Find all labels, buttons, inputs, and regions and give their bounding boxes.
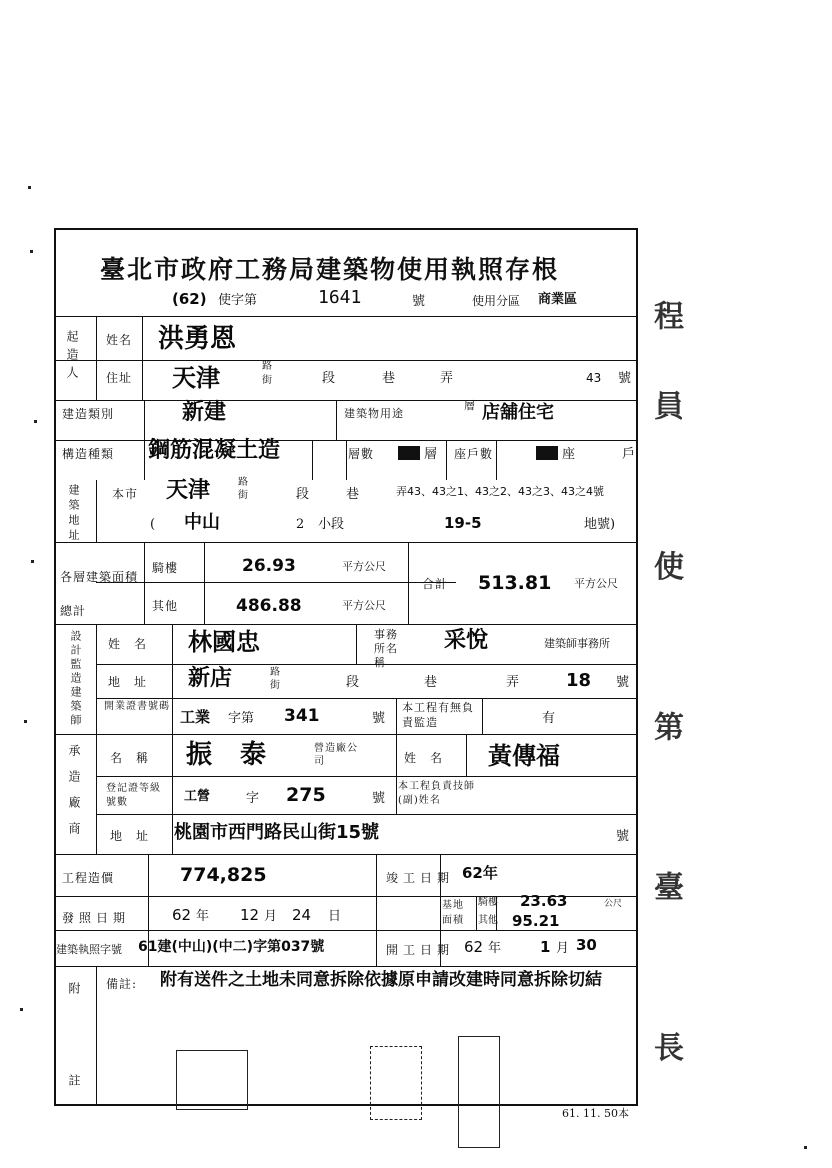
applicant-alley-word: 弄 bbox=[440, 371, 454, 386]
designer-address-label: 地址 bbox=[108, 675, 161, 689]
designer-reg-number: 341 bbox=[284, 706, 320, 726]
arcade-unit: 平方公尺 bbox=[342, 560, 386, 573]
issue-year: 62 bbox=[172, 906, 192, 924]
designer-office-label: 事務所名稱 bbox=[374, 628, 398, 669]
issue-day-word: 日 bbox=[328, 909, 342, 924]
license-number: 1641 bbox=[318, 287, 362, 308]
site-lot-number: 19-5 bbox=[444, 514, 482, 532]
issue-month: 12 bbox=[240, 906, 260, 924]
site-road-label: 路 bbox=[238, 477, 248, 488]
other-value: 486.88 bbox=[236, 596, 302, 616]
site-subsection: 小段 bbox=[318, 517, 345, 532]
use-label: 建築物用途 bbox=[344, 407, 404, 420]
applicant-section-word: 段 bbox=[322, 371, 336, 386]
applicant-number-word: 號 bbox=[618, 371, 632, 386]
units-label: 座戶數 bbox=[454, 447, 494, 461]
contractor-name: 振泰 bbox=[186, 740, 295, 770]
designer-section-label: 設計監造建築師 bbox=[69, 630, 82, 728]
designer-number: 18 bbox=[566, 670, 592, 691]
floor-area-label: 各層建築面積總計 bbox=[60, 570, 139, 618]
designer-alley-word: 弄 bbox=[506, 675, 520, 690]
designer-number-word: 號 bbox=[616, 675, 630, 690]
notes-section-label: 附註 bbox=[67, 982, 81, 1166]
issue-year-word: 年 bbox=[196, 909, 210, 924]
floors-unit: 層 bbox=[424, 447, 438, 462]
designer-name-label: 姓名 bbox=[108, 637, 161, 651]
cost-label: 工程造價 bbox=[62, 871, 115, 885]
total-label: 合計 bbox=[422, 577, 449, 591]
side-marks bbox=[648, 300, 683, 1122]
site-alley-numbers: 弄43、43之1、43之2、43之3、43之4號 bbox=[396, 485, 604, 498]
designer-supervision-label: 本工程有無負責監造 bbox=[402, 701, 474, 729]
contractor-reg-mid: 字 bbox=[246, 791, 260, 806]
units-word: 座 bbox=[562, 447, 576, 462]
site-lot-suffix: 地號) bbox=[584, 517, 616, 532]
site-section-word: 段 bbox=[296, 487, 310, 502]
applicant-road-label: 路 bbox=[262, 361, 272, 372]
site-street: 天津 bbox=[166, 478, 211, 503]
designer-lane-word: 巷 bbox=[424, 675, 438, 690]
site-street-label: 街 bbox=[238, 490, 248, 501]
notes-remark-label: 備註: bbox=[106, 977, 138, 991]
start-year-word: 年 bbox=[488, 941, 502, 956]
issue-month-word: 月 bbox=[264, 909, 278, 924]
floors-label: 層數 bbox=[348, 447, 375, 461]
contractor-tech-label: 本工程負責技師(副)姓名 bbox=[398, 781, 475, 806]
side-marks-text: 程員 使 第 臺 長 bbox=[648, 300, 683, 1122]
designer-street-label: 街 bbox=[270, 680, 280, 691]
contractor-address-label: 地址 bbox=[110, 829, 163, 843]
designer-reg-prefix: 工業 bbox=[180, 708, 211, 726]
structure-value: 鋼筋混凝土造 bbox=[148, 438, 281, 463]
floors-redaction bbox=[398, 446, 420, 460]
site-area-unit: 公尺 bbox=[604, 899, 623, 909]
designer-reg-mid: 字第 bbox=[228, 711, 255, 726]
use-floor-word: 層 bbox=[464, 399, 475, 412]
seal-stamp-left bbox=[176, 1050, 248, 1110]
contractor-address: 桃園市西門路民山街15號 bbox=[174, 822, 380, 843]
start-month-word: 月 bbox=[556, 941, 570, 956]
contractor-number-word: 號 bbox=[616, 829, 630, 844]
designer-office-suffix: 建築師事務所 bbox=[544, 637, 610, 650]
contractor-section-label: 承造廠商 bbox=[67, 744, 81, 848]
applicant-name: 洪勇恩 bbox=[158, 324, 237, 354]
applicant-street-label: 街 bbox=[262, 375, 272, 386]
total-value: 513.81 bbox=[478, 572, 552, 594]
designer-road-label: 路 bbox=[270, 667, 280, 678]
cost-value: 774,825 bbox=[180, 864, 267, 886]
start-month: 1 bbox=[540, 938, 551, 956]
contractor-reg-number: 275 bbox=[286, 784, 326, 806]
site-area-other-label: 其他 bbox=[478, 915, 498, 926]
designer-supervision-value: 有 bbox=[542, 711, 556, 726]
applicant-street: 天津 bbox=[172, 364, 220, 392]
structure-label: 構造種類 bbox=[62, 447, 115, 461]
completion-value: 62年 bbox=[462, 864, 498, 882]
site-section-label: 建築地址 bbox=[67, 484, 80, 544]
contractor-name-label: 名稱 bbox=[110, 751, 163, 765]
license-suffix: 號 bbox=[412, 294, 426, 309]
applicant-section-label: 起造人 bbox=[65, 330, 79, 384]
total-unit: 平方公尺 bbox=[574, 577, 618, 590]
category-value: 新建 bbox=[182, 400, 227, 425]
contractor-company-type: 營造廠公司 bbox=[314, 743, 358, 767]
households-word: 戶 bbox=[622, 447, 636, 462]
footer-code: 61. 11. 50本 bbox=[562, 1107, 629, 1120]
permit-label: 建築執照字號 bbox=[56, 943, 122, 956]
designer-section-word: 段 bbox=[346, 675, 360, 690]
zone-value: 商業區 bbox=[538, 292, 578, 307]
contractor-person: 黃傳福 bbox=[488, 742, 560, 770]
designer-name: 林國忠 bbox=[188, 628, 260, 656]
contractor-reg-prefix: 工營 bbox=[184, 789, 211, 804]
use-value: 店舖住宅 bbox=[482, 402, 554, 423]
contractor-reg-label: 登記證等級號數 bbox=[106, 783, 161, 808]
contractor-reg-suffix: 號 bbox=[372, 791, 386, 806]
notes-remark-value: 附有送件之土地未同意拆除依據原申請改建時同意拆除切結 bbox=[160, 970, 602, 990]
issue-day: 24 bbox=[292, 906, 312, 924]
contractor-person-label: 姓名 bbox=[404, 751, 457, 765]
arcade-label: 騎樓 bbox=[152, 561, 179, 575]
site-area-arcade-label: 騎樓 bbox=[478, 897, 498, 908]
seal-stamp-right bbox=[458, 1036, 500, 1148]
license-prefix: 使字第 bbox=[218, 293, 258, 308]
start-date-label: 開工日期 bbox=[386, 943, 455, 957]
designer-address: 新店 bbox=[188, 666, 233, 691]
site-lot-open: ( bbox=[150, 517, 156, 532]
designer-reg-label: 開業證書號碼 bbox=[104, 701, 170, 712]
site-lane-word: 巷 bbox=[346, 487, 360, 502]
applicant-name-label: 姓名 bbox=[106, 333, 133, 347]
category-label: 建造類別 bbox=[62, 407, 115, 421]
site-city: 本市 bbox=[112, 487, 139, 501]
form-title: 臺北市政府工務局建築物使用執照存根 bbox=[100, 255, 560, 284]
site-area-label: 基地面積 bbox=[442, 900, 464, 926]
site-district: 中山 bbox=[184, 512, 220, 533]
completion-label: 竣工日期 bbox=[386, 871, 455, 885]
site-section-value: 2 bbox=[296, 517, 305, 532]
arcade-value: 26.93 bbox=[242, 556, 296, 576]
issue-date-label: 發照日期 bbox=[62, 911, 131, 925]
units-redaction bbox=[536, 446, 558, 460]
start-year: 62 bbox=[464, 938, 484, 956]
seal-stamp-middle bbox=[370, 1046, 422, 1120]
site-area-other-value: 95.21 bbox=[512, 912, 560, 930]
other-label: 其他 bbox=[152, 599, 179, 613]
permit-value: 61建(中山)(中二)字第037號 bbox=[138, 939, 325, 955]
designer-office: 采悅 bbox=[444, 628, 489, 653]
other-unit: 平方公尺 bbox=[342, 599, 386, 612]
designer-reg-suffix: 號 bbox=[372, 711, 386, 726]
applicant-lane-word: 巷 bbox=[382, 371, 396, 386]
start-day: 30 bbox=[576, 936, 597, 954]
applicant-number: 43 bbox=[586, 371, 602, 385]
site-area-arcade-value: 23.63 bbox=[520, 892, 568, 910]
license-year: (62) bbox=[172, 290, 207, 308]
applicant-address-label: 住址 bbox=[106, 371, 133, 385]
zone-label: 使用分區 bbox=[472, 294, 521, 308]
